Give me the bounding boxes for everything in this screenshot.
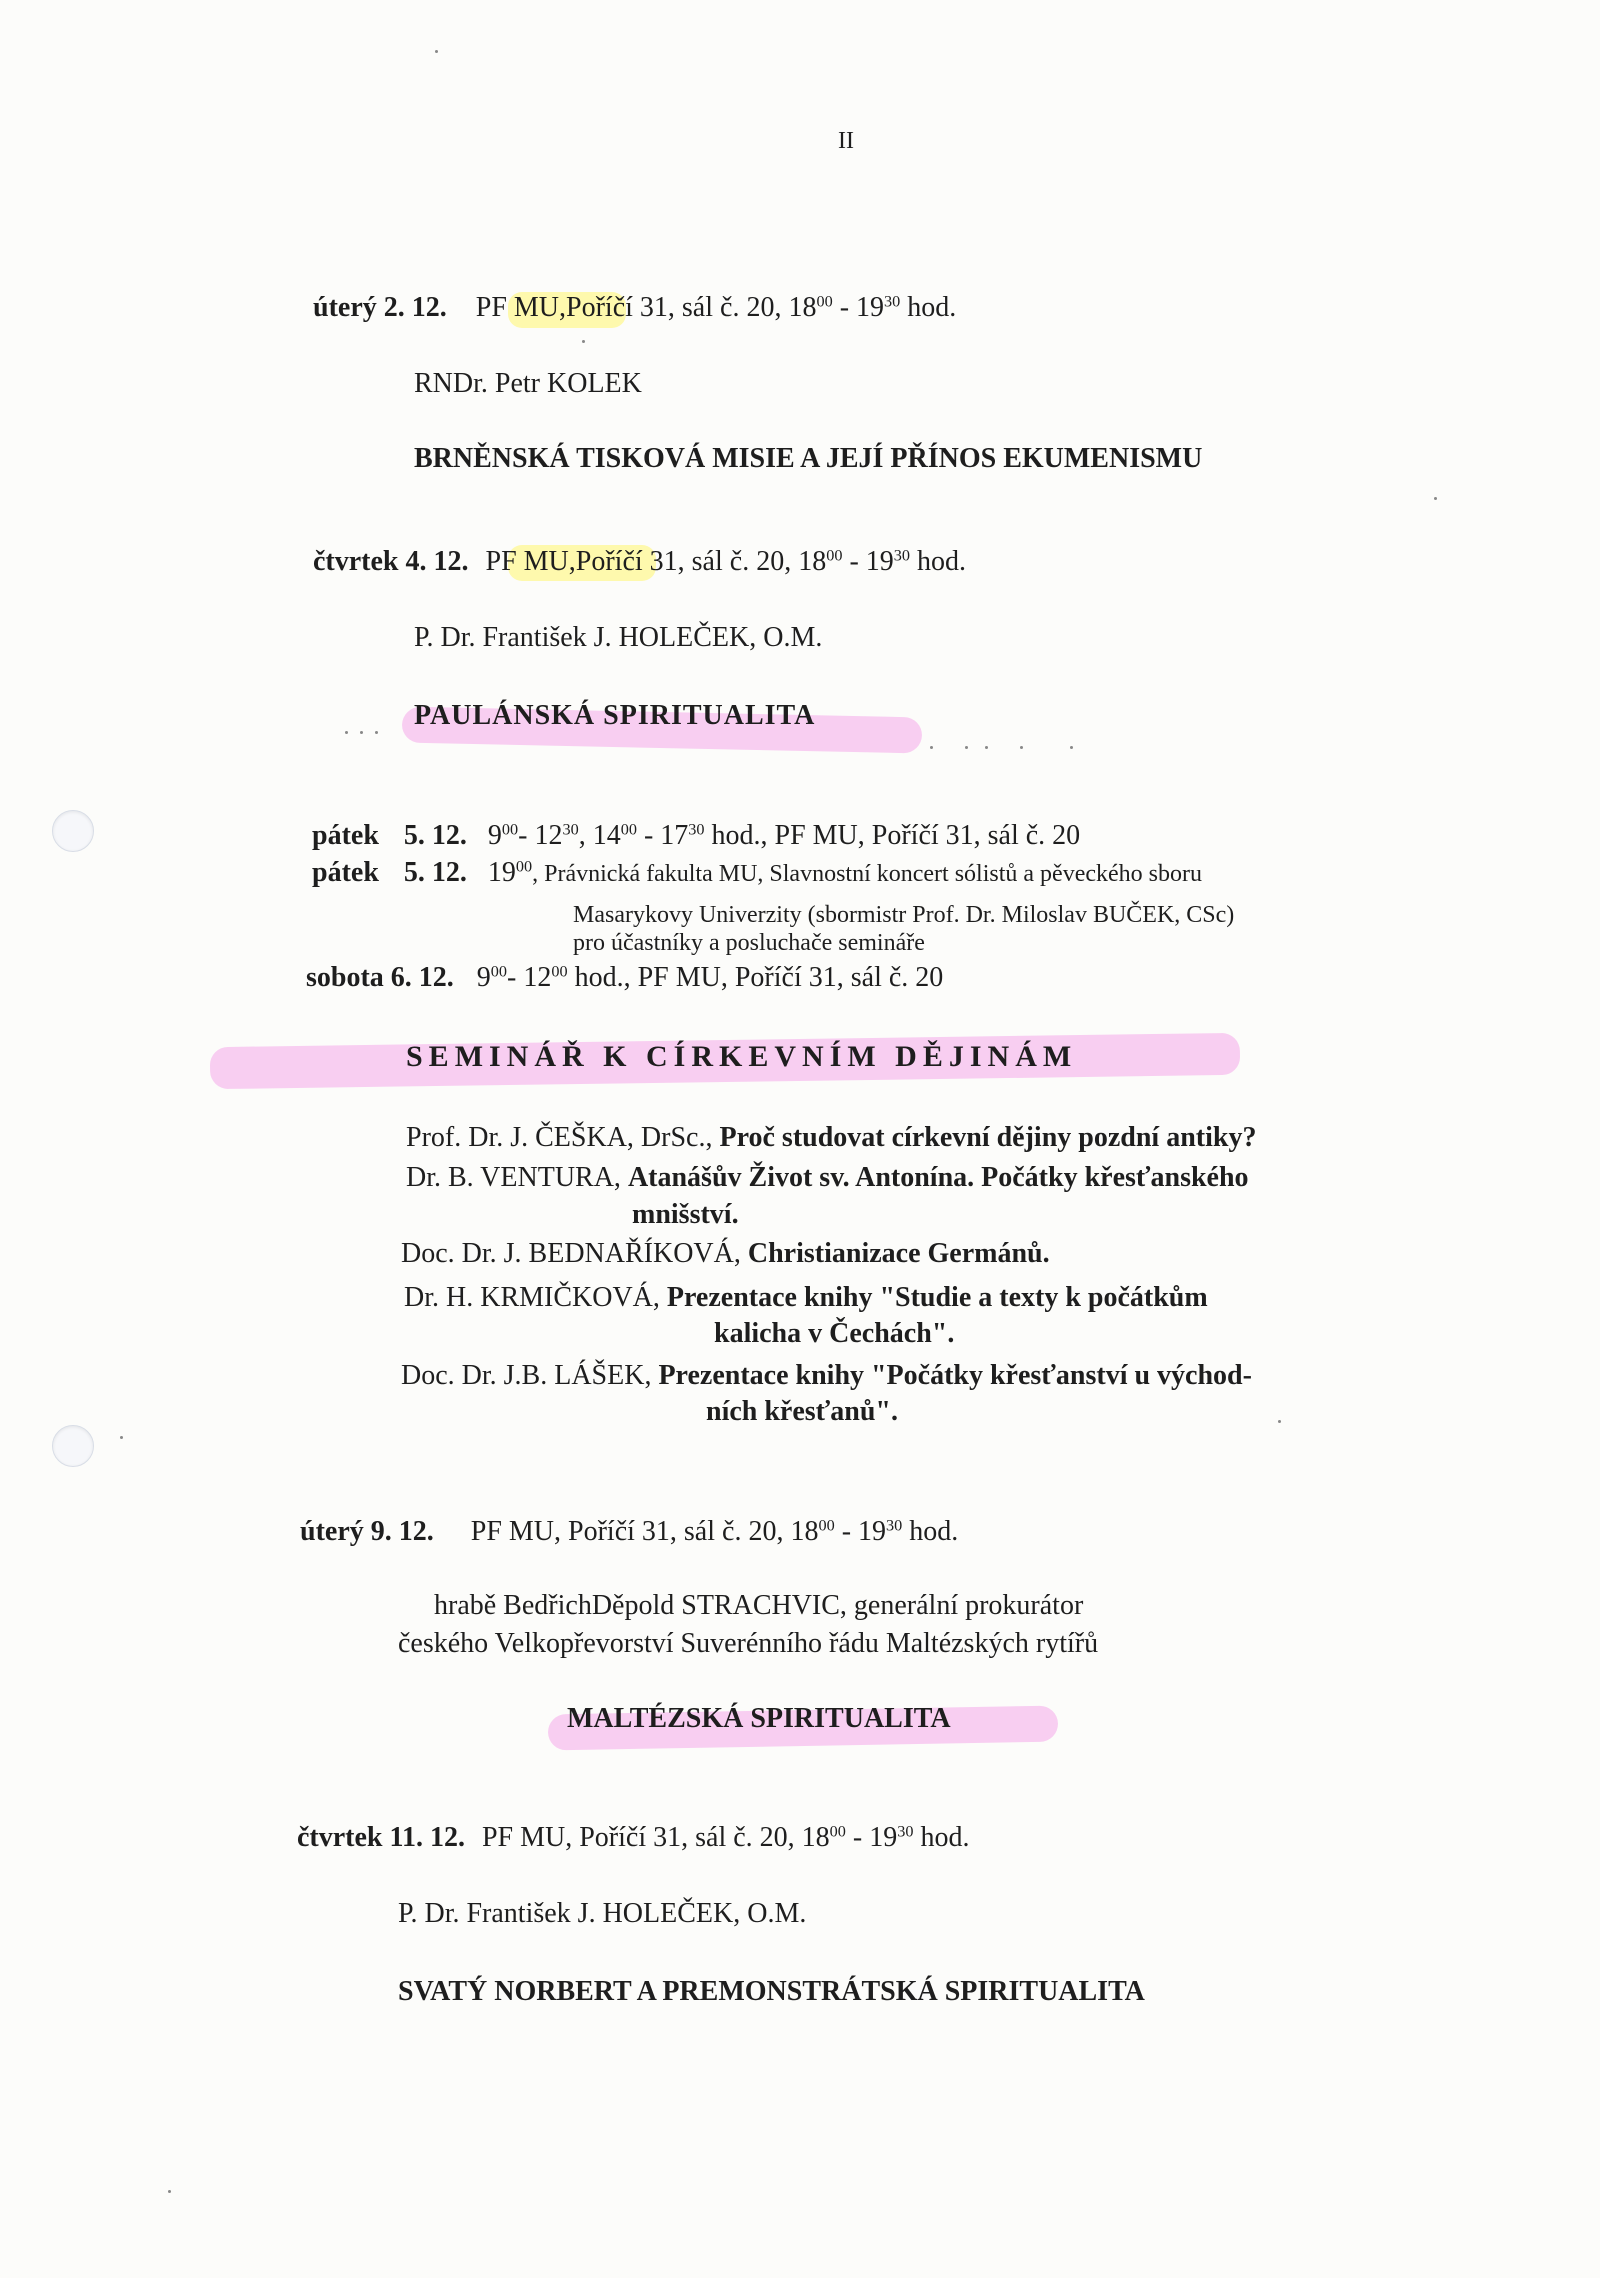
event-1-place: Poříčí 31, sál č. 20, 18 (566, 292, 817, 323)
schedule-3-day: sobota 6. 12. (306, 962, 454, 993)
schedule-row-1: pátek 5. 12. $9^{00}-$ $12^{30}$, $14^{00} - 17^{30}$ hod., PF MU, Poříčí 31, sál č. 20 (312, 820, 1081, 851)
lecture-2-topic: Atanášův Život sv. Antonína. Počátky křesťanského (627, 1162, 1249, 1193)
event-4-header (297, 1822, 969, 1854)
seminar-title: SEMINÁŘ K CÍRKEVNÍM DĚJINÁM (406, 1040, 1078, 1073)
lecture-3 (401, 1238, 1050, 1270)
event-3-speaker-1: hrabě BedřichDěpold STRACHVIC, generální prokurátor (434, 1590, 1084, 1621)
schedule-1-date: 5. 12. (403, 820, 467, 851)
event-1-header: úterý 2. 12. PF MU,Poříčí 31, sál č. 20, $18^{00} - 19^{30}$ hod. (313, 292, 957, 323)
event-2-venue: PF MU, (485, 546, 576, 577)
event-4-day: čtvrtek 11. 12. (297, 1822, 465, 1853)
lecture-3-speaker: Doc. Dr. J. BEDNAŘÍKOVÁ, (401, 1238, 741, 1269)
event-3-place: PF MU, Poříčí 31, sál č. 20, $18^{00} - 19^{30}$ hod. (470, 1516, 959, 1547)
lecture-1 (406, 1122, 1256, 1154)
lecture-2-speaker: Dr. B. VENTURA, (406, 1162, 621, 1193)
page-number: II (838, 128, 854, 154)
event-2-place: Poříčí 31, sál č. 20, 18 (575, 546, 827, 577)
lecture-4 (404, 1282, 1208, 1314)
lecture-4-speaker: Dr. H. KRMIČKOVÁ, (404, 1282, 660, 1313)
event-3-speaker-2: českého Velkopřevorství Suverénního řádu Maltézských rytířů (398, 1628, 1099, 1659)
punch-hole-top (52, 810, 94, 852)
lecture-4-topic: Prezentace knihy "Studie a texty k počátkům (666, 1282, 1208, 1313)
schedule-1-day: pátek (312, 820, 379, 851)
schedule-row-2-cont-2: pro účastníky a posluchače semináře (573, 930, 925, 956)
event-4-speaker: P. Dr. František J. HOLEČEK, O.M. (398, 1898, 807, 1929)
event-3-title: MALTÉZSKÁ SPIRITUALITA (567, 1703, 951, 1734)
lecture-2 (406, 1162, 1249, 1194)
event-4-title: SVATÝ NORBERT A PREMONSTRÁTSKÁ SPIRITUALITA (398, 1976, 1145, 2007)
lecture-1-topic: Proč studovat církevní dějiny pozdní antiky? (719, 1122, 1257, 1153)
event-1-speaker: RNDr. Petr KOLEK (414, 368, 642, 399)
lecture-2-topic-cont: mnišství. (632, 1199, 739, 1230)
lecture-5-speaker: Doc. Dr. J.B. LÁŠEK, (401, 1360, 652, 1391)
schedule-2-day: pátek (312, 857, 379, 888)
event-3-day: úterý 9. 12. (300, 1516, 434, 1547)
lecture-5-topic: Prezentace knihy "Počátky křesťanství u východ- (658, 1360, 1252, 1391)
event-2-speaker: P. Dr. František J. HOLEČEK, O.M. (414, 622, 823, 653)
event-2-day: čtvrtek 4. 12. (313, 546, 469, 577)
lecture-4-topic-cont: kalicha v Čechách". (714, 1318, 955, 1349)
event-3-header (300, 1516, 958, 1548)
lecture-5-topic-cont: ních křesťanů". (706, 1396, 898, 1427)
event-2-title: PAULÁNSKÁ SPIRITUALITA (414, 700, 816, 731)
punch-hole-bottom (52, 1425, 94, 1467)
schedule-row-2: pátek 5. 12. $19^{00}$, Právnická fakulta MU, Slavnostní koncert sólistů a pěveckého sboru (312, 857, 1202, 888)
event-2-header: čtvrtek 4. 12. PF MU,Poříčí 31, sál č. 20, $18^{00} - 19^{30}$ hod. (313, 546, 966, 577)
schedule-row-2-cont-1: Masarykovy Univerzity (sbormistr Prof. Dr. Miloslav BUČEK, CSc) (573, 902, 1235, 928)
event-1-day: úterý 2. 12. (313, 292, 447, 323)
event-1-venue: PF MU, (475, 292, 567, 323)
lecture-1-speaker: Prof. Dr. J. ČEŠKA, DrSc., (406, 1122, 713, 1153)
event-1-title: BRNĚNSKÁ TISKOVÁ MISIE A JEJÍ PŘÍNOS EKUMENISMU (414, 443, 1203, 474)
schedule-2-date: 5. 12. (403, 857, 467, 888)
lecture-3-topic: Christianizace Germánů. (747, 1238, 1050, 1269)
lecture-5 (401, 1360, 1252, 1392)
event-4-place: PF MU, Poříčí 31, sál č. 20, $18^{00} - 19^{30}$ hod. (481, 1822, 970, 1853)
schedule-row-3: sobota 6. 12. $9^{00}-$ $12^{00}$ hod., PF MU, Poříčí 31, sál č. 20 (306, 962, 944, 993)
